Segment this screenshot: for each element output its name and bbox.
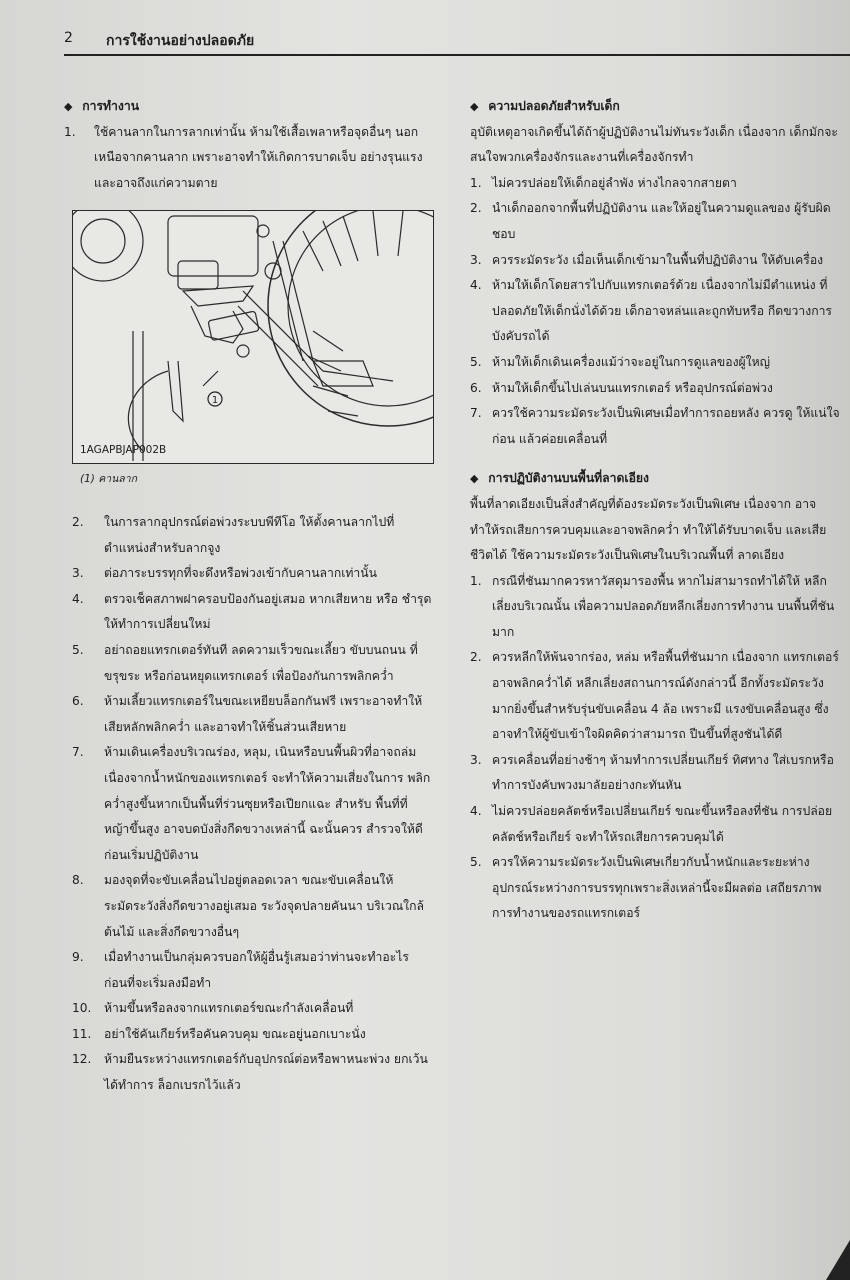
list-item: [72, 689, 432, 740]
section-title: การทำงาน: [82, 99, 140, 113]
item-text: มองจุดที่จะขับเคลื่อนไปอยู่ตลอดเวลา ขณะขับเคลื่อนให้ ระมัดระวังสิ่งกีดขวางอยู่เสมอ ระวังจุดปลายคันนา บริเวณใกล้ ต้นไม้ และสิ่งกีดขวางอื่นๆ: [104, 873, 424, 939]
header-rule: [64, 54, 850, 56]
list-item: [470, 645, 842, 747]
item-text: อย่าถอยแทรกเตอร์ทันที ลดความเร็วขณะเลี้ยว ขับบนถนน ที่ขรุขระ หรือก่อนหยุดแทรกเตอร์ เพื่อป้องกันการพลิกคว่ำ: [104, 642, 418, 683]
item-number: 1.: [470, 175, 482, 190]
item-text: เมื่อทำงานเป็นกลุ่มควรบอกให้ผู้อื่นรู้เสมอว่าท่านจะทำอะไร ก่อนที่จะเริ่มลงมือทำ: [104, 950, 409, 990]
list-item: [470, 569, 842, 646]
list-item: [72, 1047, 432, 1098]
page-header: [64, 30, 850, 54]
drawbar-figure: [72, 210, 434, 464]
figure-caption: (1) คานลาก: [80, 473, 137, 485]
item-text: ห้ามเลี้ยวแทรกเตอร์ในขณะเหยียบล็อกกันฟรี เพราะอาจทำให้ เสียหลักพลิกคว่ำ และอาจทำให้ชิ้นส่วนเสียหาย: [104, 694, 423, 734]
section-heading-child-safety: [470, 94, 842, 120]
item-text: ห้ามขึ้นหรือลงจากแทรกเตอร์ขณะกำลังเคลื่อนที่: [104, 1001, 354, 1016]
item-number: 5.: [470, 354, 482, 369]
item-text: ห้ามเดินเครื่องบริเวณร่อง, หลุม, เนินหรือบนพื้นผิวที่อาจถล่ม เนื่องจากน้ำหนักของแทรกเตอร์ จะทำให้ความเสี่ยงในการ พลิกคว่ำสูงขึ้นหากเป็นพื้นที่ร่วนซุยหรือเปียกแฉะ สำหรับ พื้นที่ที่หญ้าขึ้นสูง อาจบดบังสิ่งกีดขวางเหล่านี้ ฉะนั้นควร สำรวจให้ดีก่อนเริ่มปฏิบัติงาน: [104, 745, 431, 862]
list-item: [64, 120, 424, 197]
list-item: [72, 740, 432, 868]
list-item: [72, 561, 432, 587]
list-item: [72, 638, 432, 689]
item-number: 2.: [72, 515, 84, 529]
item-text: ห้ามให้เด็กขึ้นไปเล่นบนแทรกเตอร์ หรืออุปกรณ์ต่อพ่วง: [492, 380, 773, 395]
page-title: การใช้งานอย่างปลอดภัย: [106, 33, 255, 49]
item-number: 2.: [470, 650, 482, 665]
item-text: ในการลากอุปกรณ์ต่อพ่วงระบบพีทีโอ ให้ตั้งคานลากไปที่ ตำแหน่งสำหรับลากจูง: [104, 515, 395, 555]
item-text: กรณีที่ชันมากควรหาวัสดุมารองพื้น หากไม่สามารถทำได้ให้ หลีกเลี่ยงบริเวณนั้น เพื่อความปลอดภัยหลีกเลี่ยงการทำงาน บนพื้นที่ชันมาก: [492, 573, 835, 639]
item-number: 7.: [72, 745, 84, 760]
diamond-bullet-icon: ◆: [470, 472, 479, 486]
list-item: [72, 587, 432, 638]
right-column: [470, 94, 842, 927]
item-number: 5.: [72, 642, 84, 657]
item-number: 11.: [72, 1026, 92, 1041]
list-item: [470, 171, 842, 197]
item-number: 3.: [72, 566, 84, 581]
item-text: ห้ามให้เด็กโดยสารไปกับแทรกเตอร์ด้วย เนื่องจากไม่มีตำแหน่ง ที่ปลอดภัยให้เด็กนั่งได้ด้วย เด็กอาจหล่นและถูกทับหรือ กีดขวางการบังคับรถได้: [492, 278, 832, 344]
section-intro: พื้นที่ลาดเอียงเป็นสิ่งสำคัญที่ต้องระมัดระวังเป็นพิเศษ เนื่องจาก อาจทำให้รถเสียการควบคุมและอาจพลิกคว่ำ ทำให้ได้รับบาดเจ็บ และเสียชีวิตได้ ใช้ความระมัดระวังเป็นพิเศษในบริเวณพื้นที่ ลาดเอียง: [470, 496, 827, 563]
left-column: [64, 94, 424, 196]
item-number: 4.: [470, 278, 482, 293]
item-text: ใช้คานลากในการลากเท่านั้น ห้ามใช้เสื้อเพลาหรือจุดอื่นๆ นอกเหนือจากคานลาก เพราะอาจทำให้เกิดการบาดเจ็บ อย่างรุนแรง และอาจถึงแก่ความตาย: [94, 124, 423, 190]
child-safety-list: [470, 171, 842, 453]
item-number: 1.: [64, 124, 76, 139]
item-number: 7.: [470, 406, 482, 421]
item-text: ควรใช้ความระมัดระวังเป็นพิเศษเมื่อทำการถอยหลัง ควรดู ให้แน่ใจก่อน แล้วค่อยเคลื่อนที่: [492, 406, 840, 446]
item-number: 2.: [470, 201, 482, 216]
item-text: ควรหลีกให้พ้นจากร่อง, หล่ม หรือพื้นที่ชันมาก เนื่องจาก แทรกเตอร์อาจพลิกคว่ำได้ หลีกเลี่ยงสถานการณ์ดังกล่าวนี้ อีกทั้งระมัดระวังมากยิ่งขึ้นสำหรับรุ่นขับเคลื่อน 4 ล้อ เพราะมี แรงขับเคลื่อนสูง ซึ่งอาจทำให้ผู้ขับเข้าใจผิดคิดว่าสามารถ ปีนขึ้นที่สูงชันได้ดี: [492, 650, 839, 742]
item-text: ควรให้ความระมัดระวังเป็นพิเศษเกี่ยวกับน้ำหนักและระยะห่าง อุปกรณ์ระหว่างการบรรทุกเพราะสิ่งเหล่านี้จะมีผลต่อ เสถียรภาพการทำงานของรถแทรกเตอร์: [492, 855, 822, 921]
section-title: ความปลอดภัยสำหรับเด็ก: [488, 99, 620, 113]
callout-number: 1: [211, 395, 219, 406]
item-text: ไม่ควรปล่อยให้เด็กอยู่ลำพัง ห่างไกลจากสายตา: [492, 175, 737, 190]
list-item: [72, 945, 432, 996]
figure-code: 1AGAPBJAP002B: [80, 444, 167, 456]
item-number: 1.: [470, 573, 482, 588]
page-number: 2: [64, 30, 73, 46]
list-item: [72, 1022, 432, 1048]
item-text: ห้ามยืนระหว่างแทรกเตอร์กับอุปกรณ์ต่อหรือพาหนะพ่วง ยกเว้นได้ทำการ ล็อกเบรกไว้แล้ว: [104, 1052, 428, 1093]
diamond-bullet-icon: ◆: [64, 100, 73, 113]
item-number: 6.: [470, 380, 482, 395]
item-number: 5.: [470, 855, 482, 870]
item-text: ไม่ควรปล่อยคลัตช์หรือเปลี่ยนเกียร์ ขณะขึ้นหรือลงที่ชัน การปล่อยคลัตช์หรือเกียร์ จะทำให้รถเสียการควบคุมได้: [492, 804, 833, 844]
item-text: ห้ามให้เด็กเดินเครื่องแม้ว่าจะอยู่ในการดูแลของผู้ใหญ่: [492, 354, 771, 369]
tractor-drawbar-illustration: [73, 211, 433, 463]
list-item: [470, 799, 842, 850]
item-number: 6.: [72, 694, 84, 709]
item-number: 4.: [72, 591, 84, 606]
list-item: [470, 350, 842, 376]
operation-list-2: [72, 510, 432, 1099]
list-item: [470, 196, 842, 247]
list-item: [470, 850, 842, 927]
list-item: [72, 996, 432, 1022]
list-item: [470, 376, 842, 402]
item-number: 3.: [470, 752, 482, 767]
list-item: [72, 510, 432, 561]
item-number: 10.: [72, 1001, 92, 1016]
item-text: ตรวจเช็คสภาพฝาครอบป้องกันอยู่เสมอ หากเสียหาย หรือ ชำรุดให้ทำการเปลี่ยนใหม่: [104, 591, 432, 632]
item-number: 9.: [72, 950, 84, 965]
list-item: [470, 248, 842, 274]
list-item: [470, 401, 842, 452]
item-text: นำเด็กออกจากพื้นที่ปฏิบัติงาน และให้อยู่ในความดูแลของ ผู้รับผิดชอบ: [492, 201, 831, 241]
item-text: ต่อภาระบรรทุกที่จะดึงหรือพ่วงเข้ากับคานลากเท่านั้น: [104, 566, 377, 581]
list-item: [470, 748, 842, 799]
diamond-bullet-icon: ◆: [470, 100, 479, 113]
item-number: 4.: [470, 804, 482, 819]
list-item: [470, 273, 842, 350]
section-intro: อุบัติเหตุอาจเกิดขึ้นได้ถ้าผู้ปฏิบัติงานไม่ทันระวังเด็ก เนื่องจาก เด็กมักจะสนใจพวกเครื่องจักรและงานที่เครื่องจักรทำ: [470, 124, 838, 165]
item-number: 8.: [72, 873, 84, 888]
operation-list-1: [64, 120, 424, 197]
list-item: [72, 868, 432, 945]
item-text: ควรระมัดระวัง เมื่อเห็นเด็กเข้ามาในพื้นที่ปฏิบัติงาน ให้ดับเครื่อง: [492, 252, 824, 267]
item-text: ควรเคลื่อนที่อย่างช้าๆ ห้ามทำการเปลี่ยนเกียร์ ทิศทาง ใส่เบรกหรือทำการบังคับพวงมาลัยอย่างกะทันหัน: [492, 752, 834, 793]
page-corner-marker: [826, 1240, 850, 1280]
item-number: 3.: [470, 252, 482, 267]
slope-list: [470, 569, 842, 927]
section-title: การปฏิบัติงานบนพื้นที่ลาดเอียง: [488, 471, 649, 486]
item-number: 12.: [72, 1052, 92, 1067]
item-text: อย่าใช้คันเกียร์หรือคันควบคุม ขณะอยู่นอกเบาะนั่ง: [104, 1026, 366, 1041]
section-heading-operation: [64, 94, 424, 120]
section-heading-slopes: [470, 466, 842, 492]
